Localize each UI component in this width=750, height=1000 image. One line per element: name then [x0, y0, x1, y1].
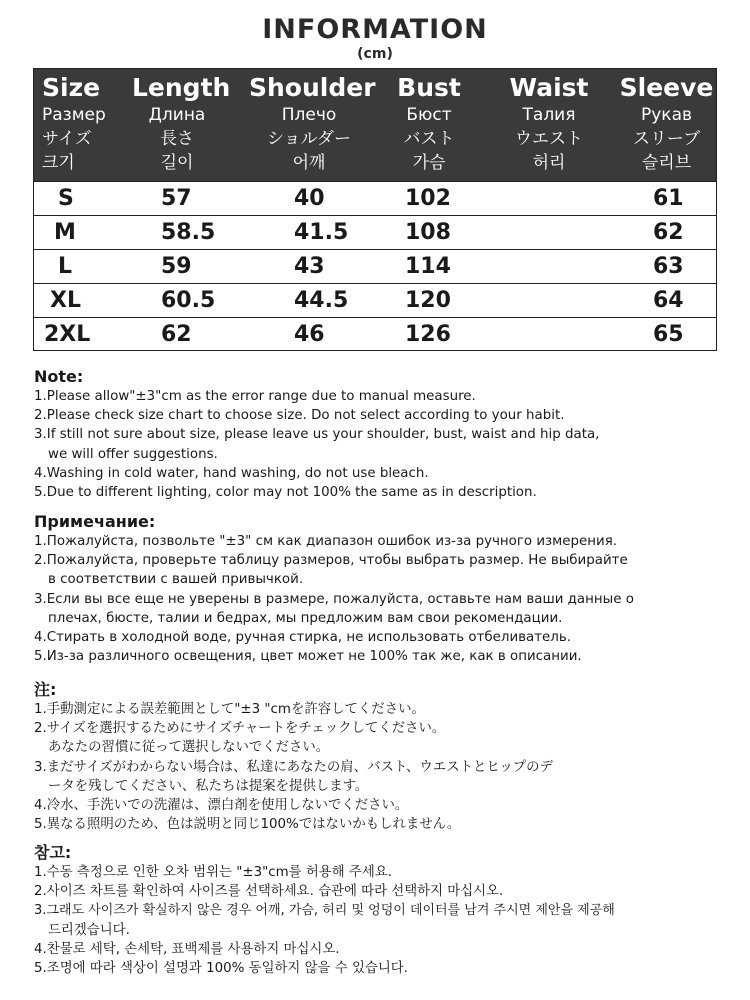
cell-length: 58.5 — [161, 220, 216, 245]
note-line: 1.Please allow"±3"cm as the error range due to manual measure. — [34, 389, 476, 404]
note-line: 1.手動測定による誤差範囲として"±3 "cmを許容してください。 — [34, 702, 425, 717]
cell-length: 62 — [161, 322, 192, 347]
note-line: 4.Washing in cold water, hand washing, do not use bleach. — [34, 465, 429, 481]
note-line: we will offer suggestions. — [48, 446, 218, 462]
header-label-ja: ウエスト — [515, 129, 583, 149]
note-line: 4.찬물로 세탁, 손세탁, 표백제를 사용하지 마십시오. — [34, 941, 340, 957]
header-label-ko: 길이 — [160, 153, 194, 173]
table-row — [34, 181, 716, 215]
note-line: 1.Пожалуйста, позвольте "±3" см как диапазон ошибок из-за ручного измерения. — [34, 534, 618, 549]
cell-sleeve: 65 — [653, 322, 684, 347]
note-line: 3.If still not sure about size, please leave us your shoulder, bust, waist and hip data, — [34, 427, 600, 443]
notes-korean — [34, 843, 734, 978]
header-label-ja: バスト — [403, 129, 455, 149]
note-line: あなたの習慣に従って選択しないでください。 — [48, 740, 330, 756]
note-line: 4.Стирать в холодной воде, ручная стирка, не использовать отбеливатель. — [34, 630, 572, 646]
header-label-ja: サイズ — [42, 129, 92, 149]
notes-heading: 注: — [34, 680, 57, 699]
note-line: ータを残してください、私たちは提案を提供します。 — [48, 778, 369, 794]
notes-english — [34, 367, 734, 502]
header-label-ru: Длина — [148, 105, 206, 125]
note-line: 1.수동 측정으로 인한 오차 범위는 "±3"cm를 허용해 주세요. — [34, 865, 392, 880]
cell-bust: 108 — [405, 220, 451, 245]
note-line: 5.Due to different lighting, color may not 100% the same as in description. — [34, 485, 537, 501]
page-title: INFORMATION — [262, 14, 488, 45]
note-line: 5.Из-за различного освещения, цвет может не 100% так же, как в описании. — [34, 649, 582, 665]
cell-sleeve: 61 — [653, 186, 684, 211]
header-label-en: Size — [42, 73, 101, 102]
header-bust — [389, 73, 469, 175]
note-line: 2.Please check size chart to choose size. Do not select according to your habit. — [34, 408, 565, 424]
table-row — [34, 249, 716, 283]
header-label-ko: 크기 — [42, 153, 75, 173]
cell-bust: 126 — [405, 322, 451, 347]
cell-sleeve: 62 — [653, 220, 684, 245]
header-label-ko: 가슴 — [412, 153, 446, 173]
cell-bust: 102 — [405, 186, 451, 211]
cell-sleeve: 63 — [653, 254, 684, 279]
note-line: 3.Если вы все еще не уверены в размере, пожалуйста, оставьте нам ваши данные о — [34, 591, 634, 607]
table-row — [34, 283, 716, 317]
header-label-ru: Бюст — [406, 105, 452, 125]
note-line: 3.그래도 사이즈가 확실하지 않은 경우 어깨, 가슴, 허리 및 엉덩이 데이터를 남겨 주시면 제안을 제공해 — [34, 903, 615, 919]
cell-shoulder: 43 — [294, 254, 325, 279]
note-line: плечах, бюсте, талии и бедрах, мы предложим вам свои рекомендации. — [48, 610, 563, 626]
header-label-ru: Плечо — [281, 105, 337, 125]
cell-bust: 120 — [405, 288, 451, 313]
notes-japanese — [34, 680, 734, 834]
note-line: 3.まだサイズがわからない場合は、私達にあなたの肩、バスト、ウエストとヒップのデ — [34, 759, 553, 775]
header-label-ja: 長さ — [160, 129, 194, 149]
cell-shoulder: 41.5 — [294, 220, 349, 245]
header-label-en: Length — [132, 73, 231, 102]
header-label-ko: 슬리브 — [641, 153, 692, 173]
header-label-ko: 어깨 — [292, 153, 326, 173]
cell-length: 59 — [161, 254, 192, 279]
header-label-ja: ショルダー — [267, 129, 351, 149]
cell-size: S — [58, 186, 74, 211]
header-waist — [499, 73, 599, 175]
notes-russian — [34, 512, 734, 666]
header-label-ja: スリーブ — [632, 129, 701, 149]
table-header — [34, 69, 716, 181]
cell-bust: 114 — [405, 254, 451, 279]
notes-heading: Примечание: — [34, 512, 156, 531]
note-line: 2.사이즈 차트를 확인하여 사이즈를 선택하세요. 습관에 따라 선택하지 마십시오. — [34, 884, 504, 900]
table-row — [34, 317, 716, 350]
header-label-ru: Размер — [42, 105, 106, 125]
cell-length: 60.5 — [161, 288, 216, 313]
cell-shoulder: 40 — [294, 186, 325, 211]
header-label-en: Sleeve — [619, 73, 714, 102]
note-line: 2.サイズを選択するためにサイズチャートをチェックしてください。 — [34, 721, 446, 737]
note-line: 2.Пожалуйста, проверьте таблицу размеров, чтобы выбрать размер. Не выбирайте — [34, 553, 628, 569]
header-size — [42, 73, 106, 175]
header-label-en: Bust — [397, 73, 461, 102]
note-line: в соответствии с вашей привычкой. — [48, 572, 304, 588]
header-sleeve — [619, 73, 714, 175]
cell-size: L — [58, 254, 73, 279]
note-line: 4.冷水、手洗いでの洗濯は、漂白剤を使用しないでください。 — [34, 798, 409, 814]
unit-label: (cm) — [357, 46, 393, 62]
cell-size: 2XL — [44, 322, 91, 347]
cell-length: 57 — [161, 186, 192, 211]
header-label-ru: Талия — [522, 105, 576, 125]
note-line: 드리겠습니다. — [48, 922, 130, 938]
notes-heading: Note: — [34, 367, 84, 386]
header-length — [132, 73, 231, 175]
cell-shoulder: 44.5 — [294, 288, 349, 313]
header-label-en: Waist — [509, 73, 589, 102]
size-chart-table — [33, 68, 717, 351]
cell-size: M — [54, 220, 76, 245]
notes-heading: 참고: — [34, 843, 72, 862]
cell-sleeve: 64 — [653, 288, 684, 313]
header-shoulder — [249, 73, 376, 175]
note-line: 5.異なる照明のため、色は説明と同じ100%ではないかもしれません。 — [34, 817, 461, 833]
cell-shoulder: 46 — [294, 322, 325, 347]
header-label-ru: Рукав — [640, 105, 693, 125]
cell-size: XL — [50, 288, 81, 313]
table-row — [34, 215, 716, 249]
note-line: 5.조명에 따라 색상이 설명과 100% 동일하지 않을 수 있습니다. — [34, 961, 408, 977]
header-label-en: Shoulder — [249, 73, 376, 102]
header-label-ko: 허리 — [532, 153, 566, 173]
